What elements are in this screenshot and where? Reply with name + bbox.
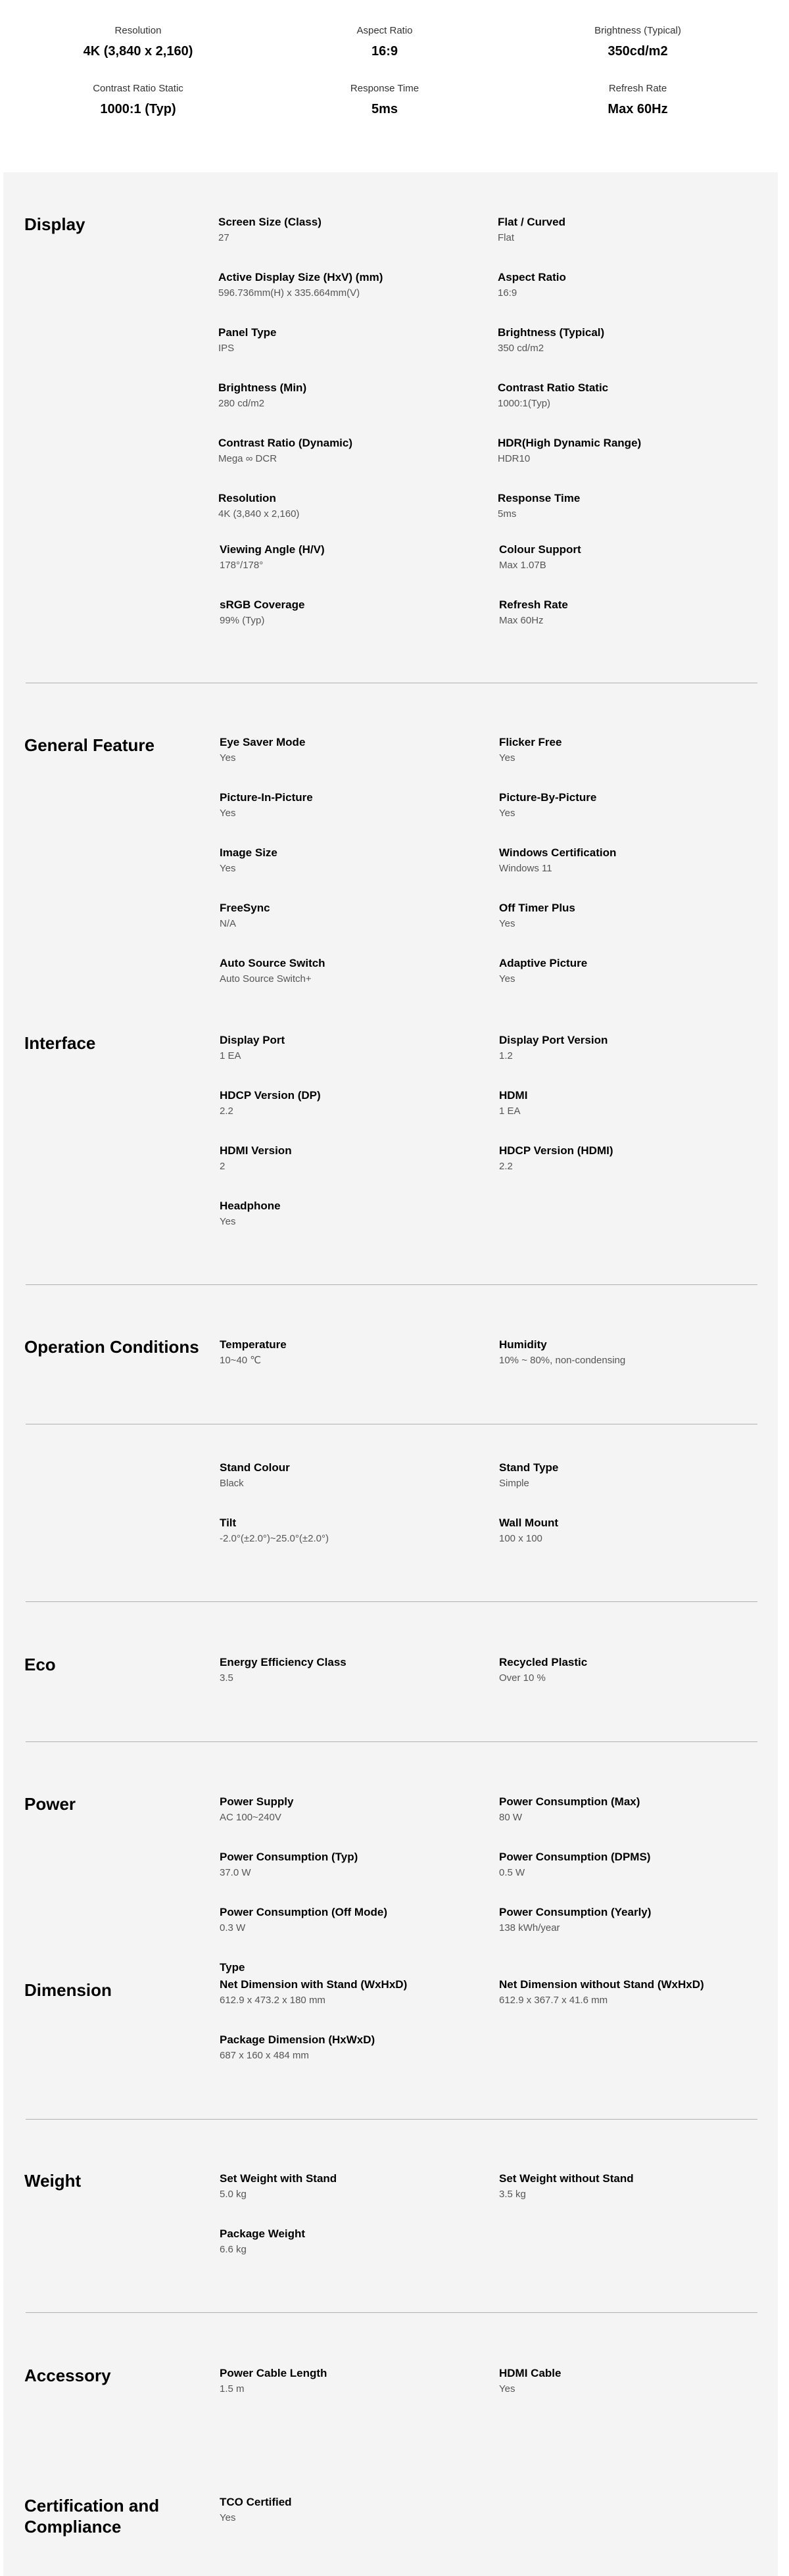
spec-item	[499, 1088, 762, 1118]
highlight-brightness	[519, 25, 756, 59]
highlight-label: Brightness (Typical)	[594, 25, 681, 36]
spec-value: 178°/178°	[220, 560, 264, 571]
spec-value: Yes	[499, 808, 515, 819]
spec-value: HDR10	[498, 453, 531, 464]
spec-value: Mega ∞ DCR	[218, 453, 277, 464]
spec-item	[220, 598, 483, 627]
spec-item	[499, 956, 762, 986]
spec-key: Picture-In-Picture	[220, 791, 313, 804]
spec-value: 4K (3,840 x 2,160)	[218, 508, 300, 520]
spec-value: 1 EA	[220, 1050, 241, 1061]
category-title-dimension: Dimension	[24, 1980, 112, 2000]
highlight-value: 16:9	[371, 44, 398, 59]
spec-key: Power Consumption (Max)	[499, 1795, 640, 1808]
spec-key: Energy Efficiency Class	[220, 1656, 347, 1668]
spec-key: Brightness (Min)	[218, 381, 307, 394]
spec-item	[220, 790, 483, 820]
category-title-certification: Certification and Compliance	[24, 2496, 160, 2537]
highlight-label: Resolution	[114, 25, 162, 36]
spec-value: 0.3 W	[220, 1922, 246, 1933]
spec-key: Power Cable Length	[220, 2367, 327, 2379]
spec-value: IPS	[218, 343, 235, 354]
spec-item	[220, 956, 483, 986]
spec-key: Headphone	[220, 1200, 281, 1212]
spec-key: Panel Type	[218, 326, 277, 339]
spec-value: 10% ~ 80%, non-condensing	[499, 1355, 626, 1366]
spec-key: Power Consumption (Typ)	[220, 1851, 358, 1863]
spec-highlights	[0, 0, 789, 171]
section-divider	[26, 1601, 757, 1602]
highlight-value: 4K (3,840 x 2,160)	[83, 44, 193, 59]
highlight-resolution	[20, 25, 256, 59]
spec-key: Contrast Ratio (Dynamic)	[218, 437, 353, 449]
spec-item	[499, 1850, 762, 1880]
spec-key: Net Dimension without Stand (WxHxD)	[499, 1978, 704, 1991]
spec-value: 2.2	[220, 1106, 233, 1117]
spec-key: Colour Support	[499, 543, 581, 556]
category-title-eco: Eco	[24, 1655, 56, 1674]
spec-value: Auto Source Switch+	[220, 973, 312, 984]
spec-value: Yes	[220, 808, 236, 819]
spec-key: Humidity	[499, 1338, 547, 1351]
spec-item	[220, 846, 483, 875]
spec-item	[220, 2172, 483, 2201]
spec-item	[220, 2366, 483, 2396]
spec-item	[498, 491, 761, 521]
spec-value: Yes	[220, 752, 236, 764]
spec-item	[499, 1655, 762, 1685]
spec-item	[499, 901, 762, 931]
spec-item	[220, 543, 483, 572]
spec-key: Package Dimension (HxWxD)	[220, 2033, 375, 2046]
spec-value: Max 60Hz	[499, 615, 544, 626]
highlight-label: Refresh Rate	[608, 83, 667, 94]
section-divider	[26, 2312, 757, 2313]
spec-value: 1.2	[499, 1050, 513, 1061]
spec-key: Package Weight	[220, 2227, 306, 2240]
spec-item	[218, 326, 481, 355]
spec-item	[220, 1338, 483, 1367]
spec-value: Yes	[499, 918, 515, 929]
spec-key: Resolution	[218, 492, 276, 504]
spec-item	[218, 491, 481, 521]
spec-item	[499, 1033, 762, 1063]
spec-key: Refresh Rate	[499, 598, 568, 611]
spec-item	[220, 1978, 483, 2007]
spec-value: 10~40 ℃	[220, 1355, 262, 1366]
spec-key: Eye Saver Mode	[220, 736, 306, 748]
category-title-general-feature: General Feature	[24, 735, 155, 755]
spec-key: FreeSync	[220, 902, 270, 914]
spec-key: Viewing Angle (H/V)	[220, 543, 325, 556]
spec-key: Contrast Ratio Static	[498, 381, 609, 394]
spec-value: 138 kWh/year	[499, 1922, 560, 1933]
spec-key: Power Consumption (Off Mode)	[220, 1906, 387, 1918]
spec-value: 99% (Typ)	[220, 615, 265, 626]
spec-item	[499, 790, 762, 820]
spec-item	[499, 2172, 762, 2201]
spec-value: 596.736mm(H) x 335.664mm(V)	[218, 287, 360, 299]
spec-item	[220, 1850, 483, 1880]
spec-value: 80 W	[499, 1812, 523, 1823]
spec-key: Type	[220, 1961, 245, 1974]
spec-value: Yes	[499, 973, 515, 984]
spec-key: Off Timer Plus	[499, 902, 575, 914]
spec-item	[220, 1655, 483, 1685]
spec-key: Active Display Size (HxV) (mm)	[218, 271, 383, 283]
spec-value: 612.9 x 367.7 x 41.6 mm	[499, 1995, 608, 2006]
spec-item	[499, 2366, 762, 2396]
spec-item	[220, 1461, 483, 1490]
section-divider	[26, 1741, 757, 1742]
spec-key: HDMI	[499, 1089, 528, 1102]
spec-key: sRGB Coverage	[220, 598, 305, 611]
spec-value: 1 EA	[499, 1106, 521, 1117]
spec-item	[499, 543, 762, 572]
spec-value: Max 1.07B	[499, 560, 546, 571]
spec-item	[499, 1795, 762, 1824]
spec-value: 280 cd/m2	[218, 398, 265, 409]
spec-key: Aspect Ratio	[498, 271, 566, 283]
section-divider	[26, 2119, 757, 2120]
spec-value: 350 cd/m2	[498, 343, 544, 354]
spec-item	[499, 598, 762, 627]
spec-value: 0.5 W	[499, 1867, 525, 1878]
spec-item	[499, 1338, 762, 1367]
spec-item	[218, 381, 481, 410]
spec-value: -2.0°(±2.0°)~25.0°(±2.0°)	[220, 1533, 329, 1544]
spec-item	[498, 381, 761, 410]
category-title-weight: Weight	[24, 2171, 82, 2191]
category-title-accessory: Accessory	[24, 2366, 111, 2385]
category-title-operation-conditions: Operation Conditions	[24, 1337, 199, 1357]
spec-key: Picture-By-Picture	[499, 791, 597, 804]
spec-item	[220, 1905, 483, 1935]
spec-item	[499, 1905, 762, 1935]
spec-panel	[3, 172, 778, 2576]
spec-item	[218, 215, 481, 245]
spec-value: 3.5	[220, 1672, 233, 1684]
spec-value: Yes	[499, 2383, 515, 2394]
spec-key: Flat / Curved	[498, 216, 565, 228]
spec-key: HDMI Cable	[499, 2367, 562, 2379]
spec-value: Over 10 %	[499, 1672, 546, 1684]
spec-value: 5.0 kg	[220, 2189, 247, 2200]
spec-item	[498, 215, 761, 245]
spec-key: Brightness (Typical)	[498, 326, 605, 339]
spec-key: Image Size	[220, 846, 277, 859]
spec-key: Adaptive Picture	[499, 957, 588, 969]
category-title-display: Display	[24, 214, 85, 234]
spec-item	[220, 1960, 483, 1975]
spec-item	[220, 1033, 483, 1063]
highlight-value: 5ms	[371, 102, 398, 116]
spec-item	[220, 1088, 483, 1118]
spec-item	[220, 1144, 483, 1173]
section-divider	[26, 1284, 757, 1285]
spec-item	[220, 2227, 483, 2256]
spec-item	[499, 1461, 762, 1490]
spec-key: Recycled Plastic	[499, 1656, 588, 1668]
highlight-refresh-rate	[519, 83, 756, 117]
spec-key: Display Port Version	[499, 1034, 608, 1046]
highlight-label: Response Time	[350, 83, 419, 94]
spec-key: Auto Source Switch	[220, 957, 325, 969]
spec-value: 5ms	[498, 508, 517, 520]
spec-value: 2.2	[499, 1161, 513, 1172]
highlight-value: 350cd/m2	[608, 44, 668, 59]
spec-value: 612.9 x 473.2 x 180 mm	[220, 1995, 325, 2006]
spec-value: 16:9	[498, 287, 517, 299]
spec-item	[220, 735, 483, 765]
highlight-response-time	[266, 83, 503, 117]
spec-key: Stand Type	[499, 1461, 559, 1474]
spec-value: N/A	[220, 918, 237, 929]
spec-key: HDR(High Dynamic Range)	[498, 437, 642, 449]
spec-key: HDMI Version	[220, 1144, 292, 1157]
spec-value: Simple	[499, 1478, 529, 1489]
spec-value: Yes	[499, 752, 515, 764]
spec-item	[220, 2495, 483, 2525]
spec-item	[220, 1795, 483, 1824]
spec-item	[499, 1144, 762, 1173]
spec-item	[499, 1978, 762, 2007]
spec-value: Windows 11	[499, 863, 552, 874]
spec-value: 1000:1(Typ)	[498, 398, 551, 409]
category-title-interface: Interface	[24, 1033, 96, 1053]
spec-item	[498, 436, 761, 466]
spec-key: Power Consumption (Yearly)	[499, 1906, 652, 1918]
spec-value: 6.6 kg	[220, 2244, 247, 2255]
spec-key: Power Consumption (DPMS)	[499, 1851, 651, 1863]
spec-key: Net Dimension with Stand (WxHxD)	[220, 1978, 408, 1991]
spec-item	[499, 846, 762, 875]
spec-key: Screen Size (Class)	[218, 216, 322, 228]
spec-item	[220, 1199, 483, 1228]
spec-item	[220, 901, 483, 931]
spec-value: Flat	[498, 232, 515, 243]
spec-value: AC 100~240V	[220, 1812, 281, 1823]
spec-key: Windows Certification	[499, 846, 617, 859]
spec-key: Tilt	[220, 1517, 237, 1529]
spec-value: Yes	[220, 863, 236, 874]
highlight-aspect-ratio	[266, 25, 503, 59]
spec-item	[498, 326, 761, 355]
spec-key: Set Weight without Stand	[499, 2172, 634, 2185]
spec-item	[218, 436, 481, 466]
spec-key: HDCP Version (HDMI)	[499, 1144, 613, 1157]
spec-item	[499, 1516, 762, 1545]
spec-value: Yes	[220, 2512, 236, 2523]
category-title-power: Power	[24, 1794, 76, 1814]
spec-key: TCO Certified	[220, 2496, 292, 2508]
spec-item	[498, 270, 761, 300]
highlight-label: Aspect Ratio	[356, 25, 413, 36]
spec-key: Display Port	[220, 1034, 285, 1046]
spec-key: Response Time	[498, 492, 581, 504]
spec-key: Temperature	[220, 1338, 287, 1351]
spec-value: 100 x 100	[499, 1533, 542, 1544]
spec-key: Stand Colour	[220, 1461, 290, 1474]
spec-value: Black	[220, 1478, 244, 1489]
highlight-value: 1000:1 (Typ)	[100, 102, 176, 116]
spec-key: HDCP Version (DP)	[220, 1089, 321, 1102]
highlight-value: Max 60Hz	[608, 102, 668, 116]
spec-value: 1.5 m	[220, 2383, 245, 2394]
spec-value: Yes	[220, 1216, 236, 1227]
spec-key: Set Weight with Stand	[220, 2172, 337, 2185]
spec-key: Flicker Free	[499, 736, 562, 748]
highlight-label: Contrast Ratio Static	[93, 83, 183, 94]
spec-value: 27	[218, 232, 229, 243]
spec-item	[499, 735, 762, 765]
spec-value: 2	[220, 1161, 226, 1172]
spec-item	[220, 1516, 483, 1545]
spec-value: 3.5 kg	[499, 2189, 526, 2200]
spec-value: 687 x 160 x 484 mm	[220, 2050, 309, 2061]
spec-item	[218, 270, 481, 300]
spec-key: Power Supply	[220, 1795, 294, 1808]
spec-value: 37.0 W	[220, 1867, 251, 1878]
highlight-contrast-ratio	[20, 83, 256, 117]
spec-item	[220, 2033, 483, 2062]
spec-key: Wall Mount	[499, 1517, 559, 1529]
